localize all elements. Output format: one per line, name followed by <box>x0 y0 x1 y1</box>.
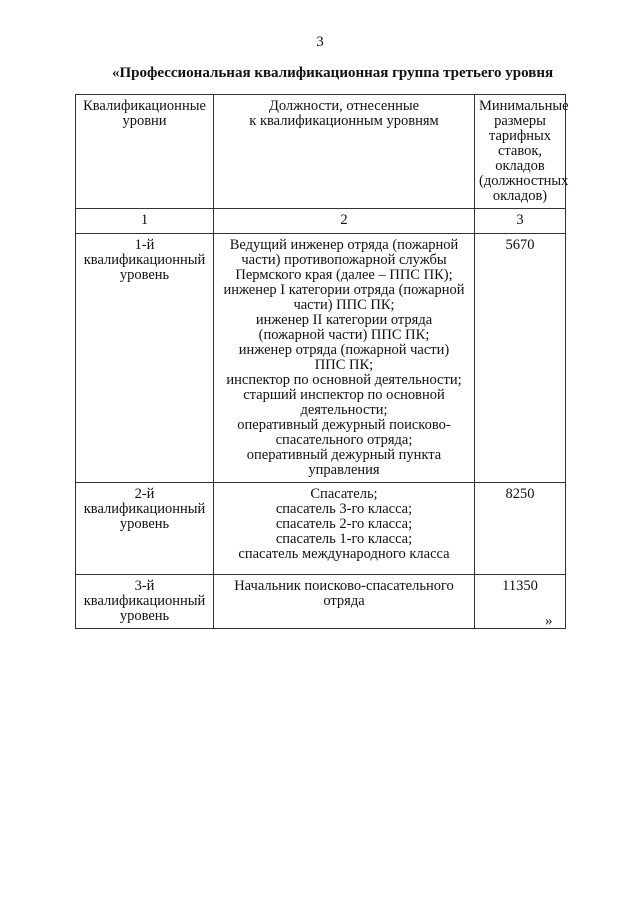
header-line: Квалификационные <box>83 98 206 114</box>
level-line: 2-й <box>134 486 155 502</box>
position-line: Пермского края (далее – ППС ПК); <box>235 267 453 283</box>
header-line: размеры <box>494 113 546 129</box>
position-line: инспектор по основной деятельности; <box>226 372 462 388</box>
position-line: спасательного отряда; <box>275 432 413 448</box>
positions-cell <box>214 483 475 575</box>
position-line: части) ППС ПК; <box>293 297 395 313</box>
header-line: окладов) <box>492 188 548 204</box>
position-line: инженер отряда (пожарной части) <box>238 342 450 358</box>
position-line: инженер I категории отряда (пожарной <box>223 282 465 298</box>
level-line: квалификационный <box>83 252 206 268</box>
level-line: уровень <box>119 516 170 532</box>
position-line: оперативный дежурный пункта <box>246 447 442 463</box>
page-number: 3 <box>316 34 324 50</box>
level-cell <box>76 234 214 483</box>
level-line: уровень <box>119 267 170 283</box>
header-qualification-levels <box>76 95 214 209</box>
header-line: (должностных <box>479 173 569 189</box>
column-number: 1 <box>76 209 214 234</box>
header-line: ставок, окладов <box>495 143 545 174</box>
level-cell <box>76 483 214 575</box>
positions-cell <box>214 234 475 483</box>
position-line: спасатель 3-го класса; <box>275 501 413 517</box>
table-row <box>76 575 566 629</box>
position-line: Ведущий инженер отряда (пожарной <box>229 237 459 253</box>
qualification-levels-table <box>75 94 569 629</box>
level-line: уровень <box>119 608 170 624</box>
document-title: «Профессиональная квалификационная группа третьего уровня <box>112 65 554 81</box>
header-line: уровни <box>122 113 167 129</box>
header-line: тарифных <box>488 128 552 144</box>
salary-cell: 8250 <box>475 483 566 575</box>
header-line: к квалификационным уровням <box>249 113 439 129</box>
column-number: 2 <box>214 209 475 234</box>
positions-cell <box>214 575 475 629</box>
position-line: ППС ПК; <box>314 357 374 373</box>
position-line: инженер II категории отряда <box>255 312 433 328</box>
header-line: Должности, отнесенные <box>268 98 420 114</box>
header-minimum-salary <box>475 95 569 209</box>
level-line: 3-й <box>134 578 155 594</box>
position-line: управления <box>308 462 380 478</box>
position-line: Начальник поисково-спасательного <box>234 578 454 594</box>
position-line: отряда <box>323 593 365 609</box>
column-number-row <box>76 209 566 234</box>
table-row <box>76 234 566 483</box>
table-row <box>76 483 566 575</box>
table-header-row <box>76 95 566 209</box>
position-line: спасатель международного класса <box>238 546 450 562</box>
position-line: спасатель 1-го класса; <box>275 531 413 547</box>
column-number: 3 <box>475 209 566 234</box>
level-line: 1-й <box>134 237 155 253</box>
position-line: (пожарной части) ППС ПК; <box>258 327 430 343</box>
position-line: части) противопожарной службы <box>241 252 447 268</box>
header-line: Минимальные <box>479 98 569 114</box>
closing-quote: » <box>545 613 553 629</box>
position-line: оперативный дежурный поисково- <box>237 417 451 433</box>
position-line: деятельности; <box>300 402 388 418</box>
level-cell <box>76 575 214 629</box>
position-line: Спасатель; <box>310 486 378 502</box>
salary-cell: 11350 <box>475 575 566 629</box>
level-line: квалификационный <box>83 501 206 517</box>
position-line: старший инспектор по основной <box>243 387 445 403</box>
level-line: квалификационный <box>83 593 206 609</box>
header-positions <box>214 95 475 209</box>
position-line: спасатель 2-го класса; <box>275 516 413 532</box>
salary-cell: 5670 <box>475 234 566 483</box>
